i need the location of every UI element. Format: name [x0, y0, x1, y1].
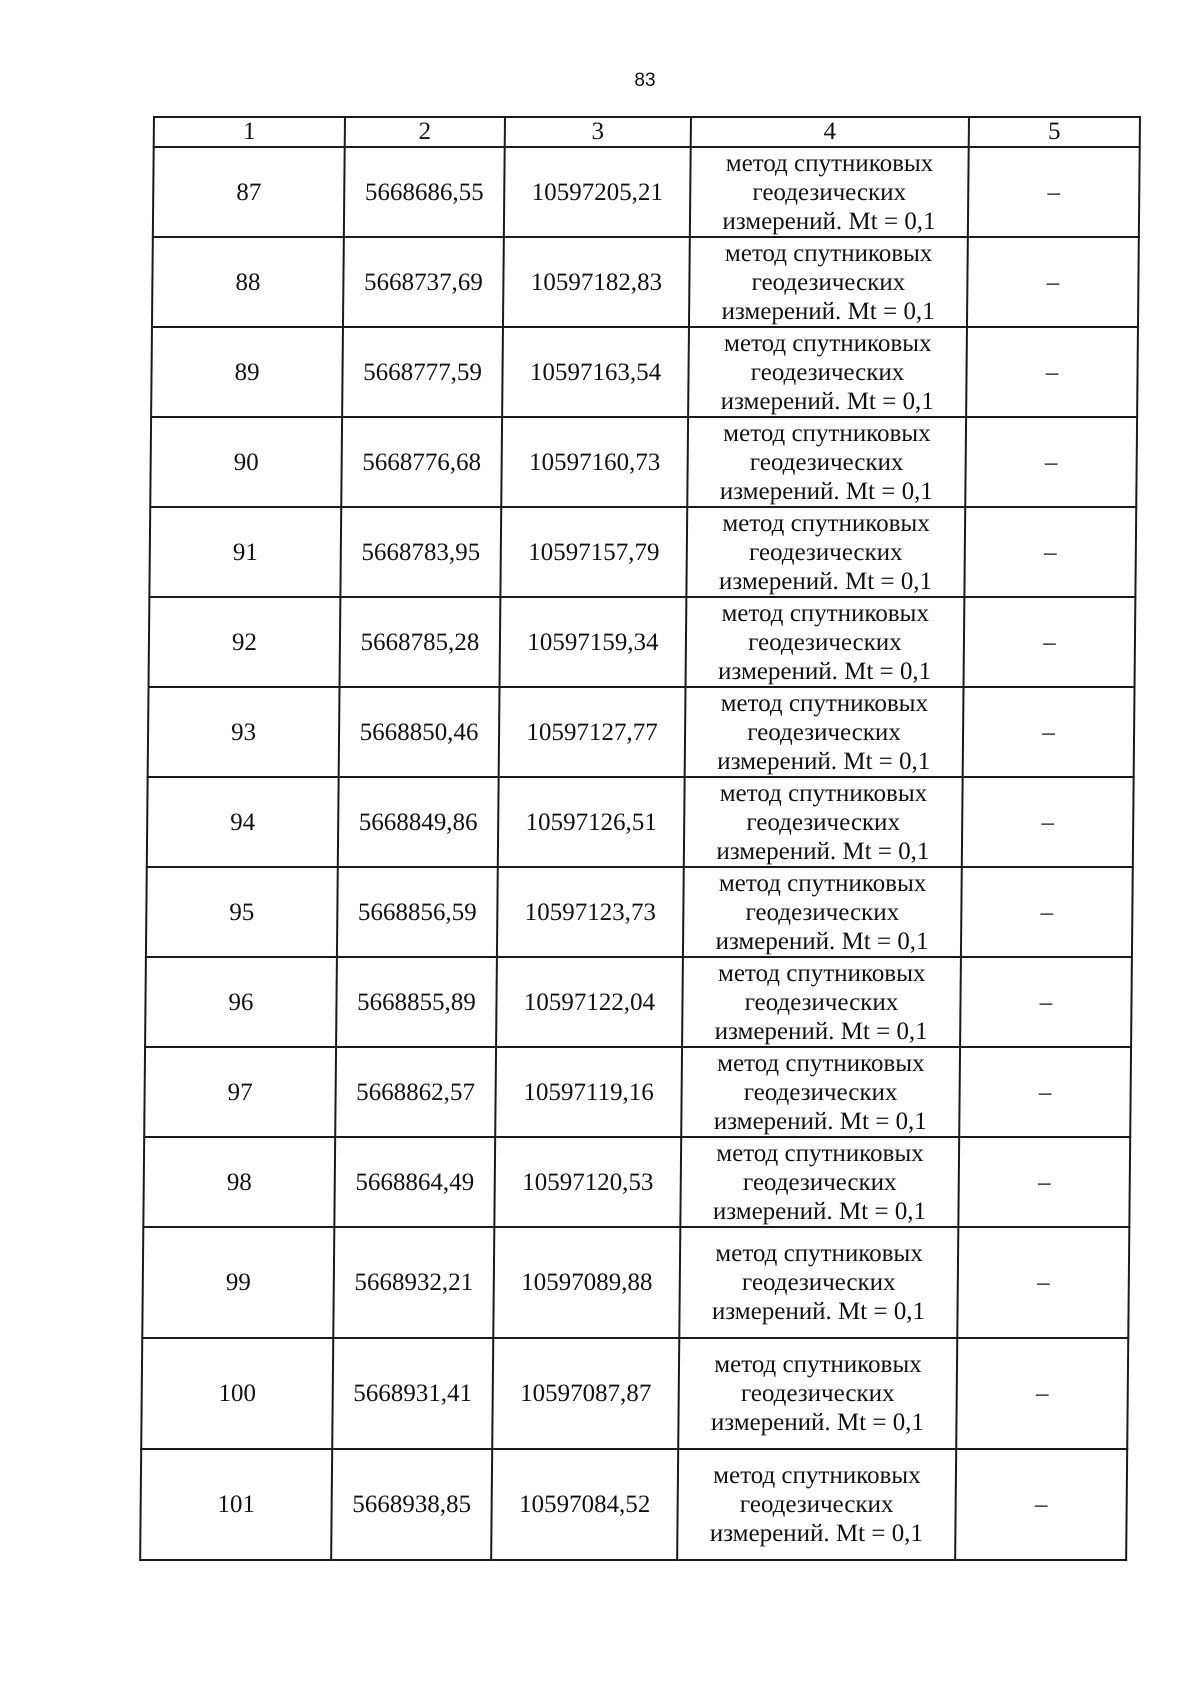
table-row — [142, 1227, 1129, 1338]
method-text: метод спутниковых геодезических измерений. Mt = 0,1 — [711, 1240, 926, 1325]
column-header: 4 — [691, 117, 969, 147]
point-number: 99 — [142, 1227, 334, 1338]
method-text: метод спутниковых геодезических измерений. Mt = 0,1 — [720, 329, 934, 415]
coordinate-x: 5668849,86 — [338, 777, 499, 867]
note-cell: – — [961, 867, 1133, 957]
coordinate-x: 5668785,28 — [340, 597, 501, 687]
method-cell — [684, 777, 963, 867]
coordinate-x: 5668855,89 — [336, 957, 497, 1047]
note-cell: – — [966, 327, 1138, 417]
method-cell — [683, 867, 962, 957]
column-header: 5 — [969, 117, 1140, 147]
coordinate-y: 10597127,77 — [499, 687, 686, 777]
coordinate-y: 10597182,83 — [503, 237, 690, 327]
coordinate-y: 10597087,87 — [492, 1338, 679, 1449]
table-row — [145, 957, 1132, 1047]
note-cell: – — [958, 1137, 1130, 1227]
coordinate-x: 5668938,85 — [331, 1449, 492, 1560]
coordinate-y: 10597119,16 — [495, 1047, 682, 1137]
coordinate-y: 10597159,34 — [500, 597, 687, 687]
note-cell: – — [964, 507, 1136, 597]
coordinate-y: 10597084,52 — [491, 1449, 678, 1560]
point-number: 87 — [153, 147, 345, 237]
coordinate-y: 10597122,04 — [496, 957, 683, 1047]
column-header: 3 — [505, 117, 691, 147]
table-row — [151, 327, 1138, 417]
point-number: 91 — [149, 507, 341, 597]
note-cell: – — [956, 1338, 1128, 1449]
method-cell — [687, 417, 966, 507]
table-header-row — [154, 117, 1140, 147]
table-row — [140, 1449, 1127, 1560]
method-text: метод спутниковых геодезических измерений. Mt = 0,1 — [712, 1139, 927, 1225]
method-text: метод спутниковых геодезических измерений. Mt = 0,1 — [717, 689, 931, 775]
note-cell: – — [957, 1227, 1129, 1338]
coordinate-x: 5668686,55 — [344, 147, 505, 237]
point-number: 100 — [141, 1338, 333, 1449]
method-text: метод спутниковых геодезических измерений. Mt = 0,1 — [713, 1049, 928, 1135]
method-text: метод спутниковых геодезических измерений. Mt = 0,1 — [710, 1351, 925, 1436]
coordinate-x: 5668737,69 — [343, 237, 504, 327]
coordinate-y: 10597160,73 — [501, 417, 688, 507]
coordinate-y: 10597163,54 — [502, 327, 689, 417]
note-cell: – — [964, 597, 1136, 687]
coordinate-y: 10597089,88 — [493, 1227, 680, 1338]
method-cell — [680, 1137, 959, 1227]
table-row — [144, 1047, 1131, 1137]
coordinate-x: 5668777,59 — [342, 327, 503, 417]
table-row — [149, 507, 1136, 597]
note-cell: – — [967, 237, 1139, 327]
point-number: 94 — [147, 777, 339, 867]
method-text: метод спутниковых геодезических измерений. Mt = 0,1 — [721, 239, 935, 325]
method-cell — [679, 1227, 958, 1338]
coordinate-x: 5668932,21 — [333, 1227, 494, 1338]
coordinate-y: 10597126,51 — [498, 777, 685, 867]
table-row — [148, 687, 1135, 777]
method-cell — [686, 507, 965, 597]
method-cell — [690, 147, 969, 237]
table-row — [150, 417, 1137, 507]
point-number: 89 — [151, 327, 343, 417]
coordinate-x: 5668850,46 — [339, 687, 500, 777]
method-cell — [681, 1047, 960, 1137]
point-number: 90 — [150, 417, 342, 507]
note-cell: – — [962, 777, 1134, 867]
table-row — [152, 237, 1139, 327]
note-cell: – — [963, 687, 1135, 777]
method-cell — [685, 687, 964, 777]
coordinate-x: 5668862,57 — [335, 1047, 496, 1137]
point-number: 93 — [148, 687, 340, 777]
coordinate-y: 10597205,21 — [504, 147, 691, 237]
method-text: метод спутниковых геодезических измерений. Mt = 0,1 — [715, 869, 929, 955]
method-cell — [678, 1338, 957, 1449]
method-text: метод спутниковых геодезических измерений. Mt = 0,1 — [717, 599, 932, 685]
table-row — [147, 777, 1134, 867]
method-text: метод спутниковых геодезических измерений. Mt = 0,1 — [722, 149, 936, 235]
coordinate-x: 5668864,49 — [334, 1137, 495, 1227]
table-row — [143, 1137, 1130, 1227]
coordinate-x: 5668856,59 — [337, 867, 498, 957]
note-cell: – — [959, 1047, 1131, 1137]
coordinate-x: 5668783,95 — [340, 507, 501, 597]
method-text: метод спутниковых геодезических измерений. Mt = 0,1 — [709, 1462, 924, 1547]
method-text: метод спутниковых геодезических измерений. Mt = 0,1 — [719, 419, 934, 505]
note-cell: – — [960, 957, 1132, 1047]
coordinate-y: 10597120,53 — [494, 1137, 681, 1227]
column-header: 1 — [154, 117, 345, 147]
coordinate-y: 10597123,73 — [497, 867, 684, 957]
note-cell: – — [965, 417, 1137, 507]
method-text: метод спутниковых геодезических измерений. Mt = 0,1 — [716, 779, 930, 865]
method-cell — [688, 327, 967, 417]
table-row — [141, 1338, 1128, 1449]
point-number: 95 — [146, 867, 338, 957]
point-number: 92 — [149, 597, 341, 687]
method-cell — [689, 237, 968, 327]
table-row — [149, 597, 1136, 687]
point-number: 88 — [152, 237, 344, 327]
table-row — [153, 147, 1140, 237]
coordinate-y: 10597157,79 — [500, 507, 687, 597]
note-cell: – — [955, 1449, 1127, 1560]
method-cell — [682, 957, 961, 1047]
coordinate-x: 5668776,68 — [341, 417, 502, 507]
method-text: метод спутниковых геодезических измерений. Mt = 0,1 — [718, 509, 933, 595]
method-text: метод спутниковых геодезических измерений. Mt = 0,1 — [714, 959, 928, 1045]
method-cell — [677, 1449, 956, 1560]
coordinates-table — [139, 116, 1141, 1561]
coordinate-x: 5668931,41 — [332, 1338, 493, 1449]
point-number: 101 — [140, 1449, 332, 1560]
point-number: 98 — [143, 1137, 335, 1227]
column-header: 2 — [345, 117, 505, 147]
method-cell — [686, 597, 965, 687]
page-number: 83 — [634, 70, 656, 91]
point-number: 96 — [145, 957, 337, 1047]
table-row — [146, 867, 1133, 957]
point-number: 97 — [144, 1047, 336, 1137]
note-cell: – — [968, 147, 1140, 237]
